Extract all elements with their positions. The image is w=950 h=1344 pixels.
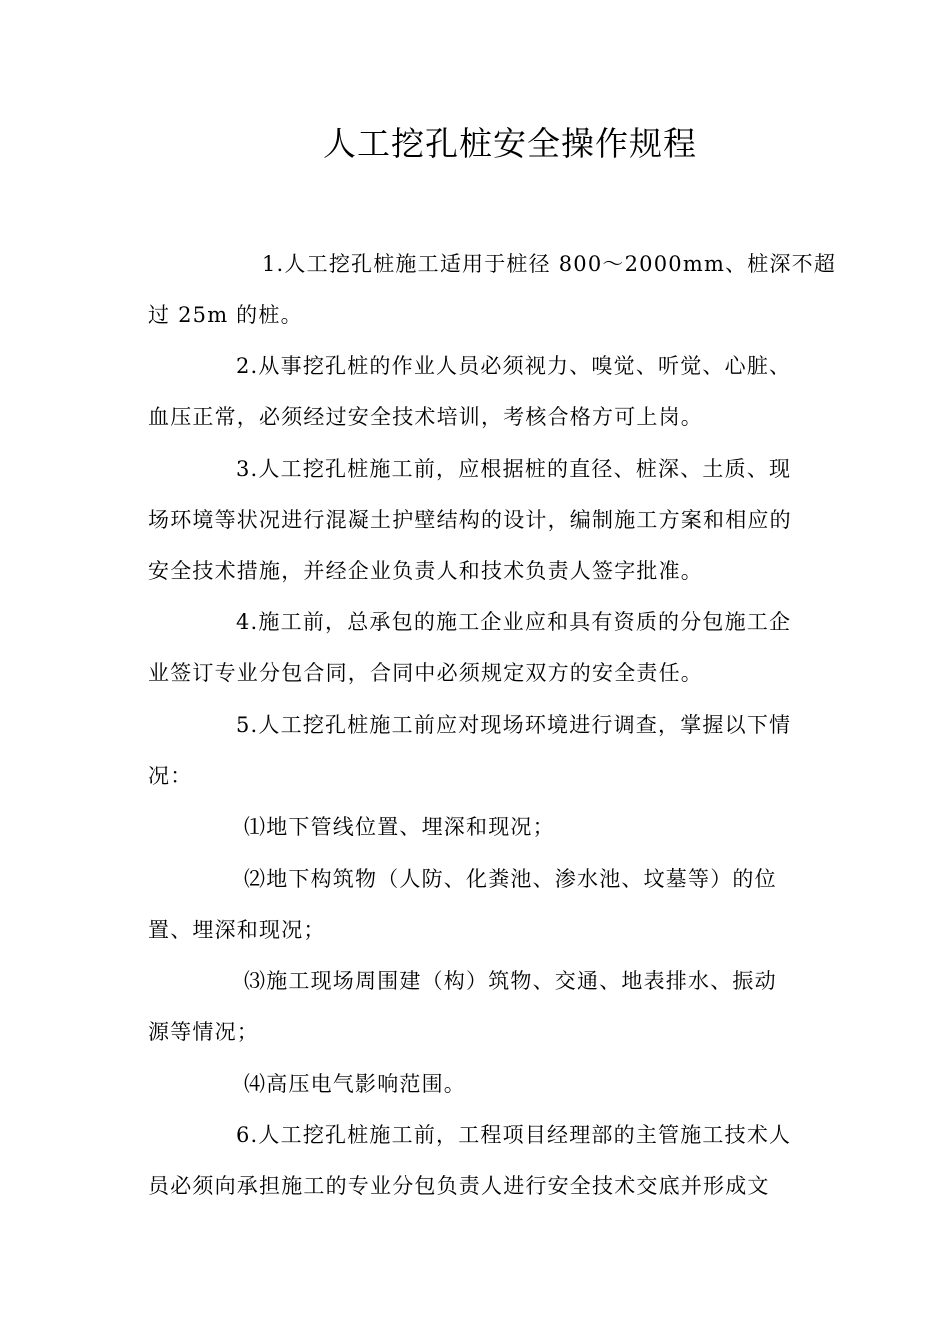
paragraph-line: 4.施工前，总承包的施工企业应和具有资质的分包施工企: [236, 610, 792, 634]
paragraph-line: 置、埋深和现况；: [148, 918, 326, 942]
paragraph-line: 1.人工挖孔桩施工适用于桩径 800～2000mm、桩深不超: [262, 252, 837, 276]
paragraph-line: 3.人工挖孔桩施工前，应根据桩的直径、桩深、土质、现: [236, 457, 792, 481]
paragraph-line: 业签订专业分包合同，合同中必须规定双方的安全责任。: [148, 661, 703, 685]
paragraph-line: 2.从事挖孔桩的作业人员必须视力、嗅觉、听觉、心脏、: [236, 354, 792, 378]
paragraph-line: ⑵地下构筑物（人防、化粪池、渗水池、坟墓等）的位: [244, 867, 777, 891]
document-title: 人工挖孔桩安全操作规程: [323, 124, 697, 163]
paragraph-line: ⑷高压电气影响范围。: [244, 1072, 466, 1096]
paragraph-line: 况：: [148, 764, 193, 788]
paragraph-line: 源等情况；: [148, 1020, 259, 1044]
paragraph-line: 员必须向承担施工的专业分包负责人进行安全技术交底并形成文: [148, 1174, 770, 1198]
paragraph-line: 过 25m 的桩。: [148, 303, 303, 327]
paragraph-line: 场环境等状况进行混凝土护壁结构的设计，编制施工方案和相应的: [148, 508, 792, 532]
paragraph-line: 6.人工挖孔桩施工前，工程项目经理部的主管施工技术人: [236, 1123, 792, 1147]
paragraph-line: ⑴地下管线位置、埋深和现况；: [244, 815, 555, 839]
paragraph-line: 5.人工挖孔桩施工前应对现场环境进行调查，掌握以下情: [236, 713, 792, 737]
paragraph-line: 安全技术措施，并经企业负责人和技术负责人签字批准。: [148, 559, 703, 583]
paragraph-line: 血压正常，必须经过安全技术培训，考核合格方可上岗。: [148, 405, 703, 429]
paragraph-line: ⑶施工现场周围建（构）筑物、交通、地表排水、振动: [244, 969, 777, 993]
